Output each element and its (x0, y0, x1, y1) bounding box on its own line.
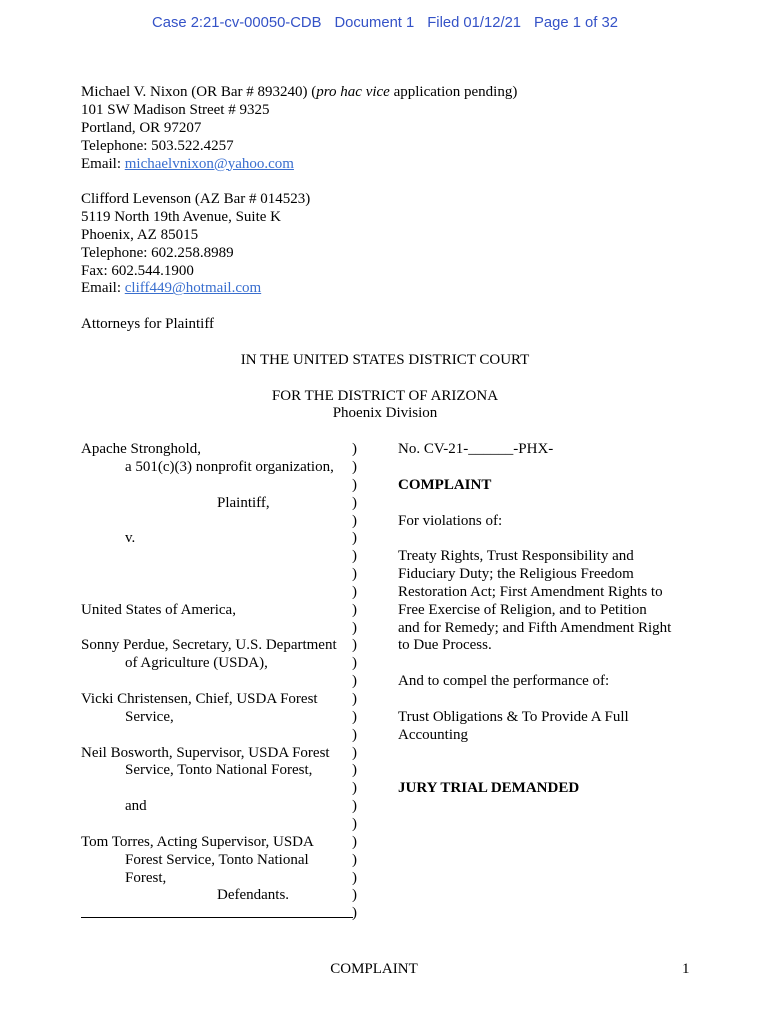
page-count: Page 1 of 32 (534, 15, 618, 31)
caption-bracket: ) (352, 815, 357, 832)
caption-bracket: ) (352, 655, 357, 672)
caption-underline (81, 917, 353, 918)
counsel-2-address-line-2: Phoenix, AZ 85015 (81, 226, 199, 243)
plaintiff-name: Apache Stronghold, (81, 441, 201, 458)
caption-bracket: ) (352, 833, 357, 850)
case-number-field: No. CV-21-______-PHX- (398, 441, 554, 458)
caption-bracket: ) (352, 869, 357, 886)
footer-page-number: 1 (682, 961, 690, 977)
attorneys-for: Attorneys for Plaintiff (81, 316, 215, 333)
caption-bracket: ) (352, 708, 357, 725)
caption-bracket: ) (352, 726, 357, 743)
compel-line: Accounting (398, 726, 468, 743)
conjunction: and (125, 798, 147, 815)
defendants-role: Defendants. (217, 887, 290, 904)
defendant-4-line-1: Neil Bosworth, Supervisor, USDA Forest (81, 744, 330, 761)
counsel-1-email-link[interactable]: michaelvnixon@yahoo.com (124, 155, 294, 172)
defendant-5-line-2: Forest Service, Tonto National (125, 851, 309, 868)
violations-line: Free Exercise of Religion, and to Petition (398, 601, 647, 618)
violations-line: Treaty Rights, Trust Responsibility and (398, 548, 634, 565)
document-number: Document 1 (334, 15, 415, 31)
counsel-1-address-line-1: 101 SW Madison Street # 9325 (81, 101, 270, 118)
caption-bracket: ) (352, 530, 357, 547)
counsel-1-email-line (81, 156, 294, 174)
caption-bracket: ) (352, 691, 357, 707)
counsel-1-name-line (81, 84, 517, 102)
defendant-3-line-2: Service, (125, 708, 174, 725)
defendant-3-line-1: Vicki Christensen, Chief, USDA Forest (81, 691, 318, 707)
caption-bracket: ) (352, 476, 357, 493)
defendant-2-line-2: of Agriculture (USDA), (125, 655, 268, 672)
counsel-2-fax: Fax: 602.544.1900 (81, 262, 194, 279)
defendant-5-line-3: Forest, (125, 869, 167, 886)
caption-bracket: ) (352, 494, 357, 511)
caption-bracket: ) (352, 601, 357, 618)
counsel-1-name: Michael V. Nixon (OR Bar # 893240) (81, 84, 308, 101)
caption-bracket: ) (352, 780, 357, 797)
caption-bracket: ) (352, 566, 357, 583)
counsel-2-telephone: Telephone: 602.258.8989 (81, 244, 234, 261)
counsel-1-status-italic: pro hac vice (316, 84, 390, 101)
defendant-5-line-1: Tom Torres, Acting Supervisor, USDA (81, 833, 314, 850)
caption-bracket: ) (352, 583, 357, 600)
caption-bracket: ) (352, 619, 357, 636)
caption-bracket: ) (352, 798, 357, 815)
counsel-1-email-label: Email: (81, 155, 121, 172)
counsel-2-email-label: Email: (81, 280, 121, 297)
counsel-2-email-link[interactable]: cliff449@hotmail.com (124, 280, 262, 297)
violations-line: and for Remedy; and Fifth Amendment Right (398, 619, 672, 636)
caption-bracket: ) (352, 548, 357, 565)
ecf-header-stamp (0, 14, 770, 32)
caption-bracket: ) (352, 762, 357, 779)
counsel-1-address-line-2: Portland, OR 97207 (81, 119, 202, 136)
violations-line: Fiduciary Duty; the Religious Freedom (398, 566, 634, 583)
compel-intro: And to compel the performance of: (398, 673, 610, 690)
defendant-1-line-1: United States of America, (81, 601, 236, 618)
caption-bracket: ) (352, 637, 357, 654)
jury-demand: JURY TRIAL DEMANDED (398, 780, 580, 797)
counsel-2-name: Clifford Levenson (AZ Bar # 014523) (81, 191, 311, 208)
plaintiff-description: a 501(c)(3) nonprofit organization, (125, 458, 334, 475)
violations-intro: For violations of: (398, 512, 503, 529)
versus: v. (125, 530, 136, 547)
case-number: Case 2:21-cv-00050-CDB (152, 15, 322, 31)
counsel-2-address-line-1: 5119 North 19th Avenue, Suite K (81, 209, 281, 226)
defendant-2-line-1: Sonny Perdue, Secretary, U.S. Department (81, 637, 337, 654)
filed-date: Filed 01/12/21 (427, 15, 522, 31)
counsel-1-telephone: Telephone: 503.522.4257 (81, 137, 234, 154)
violations-line: Restoration Act; First Amendment Rights to (398, 583, 663, 600)
caption-bracket: ) (352, 905, 357, 922)
counsel-1-status-rest: application pending) (393, 84, 518, 101)
plaintiff-role: Plaintiff, (217, 494, 270, 511)
compel-line: Trust Obligations & To Provide A Full (398, 708, 629, 725)
defendant-4-line-2: Service, Tonto National Forest, (125, 762, 313, 779)
footer-title: COMPLAINT (330, 961, 418, 977)
caption-bracket: ) (352, 744, 357, 761)
document-title: COMPLAINT (398, 476, 492, 493)
court-district: FOR THE DISTRICT OF ARIZONA (271, 387, 499, 404)
court-division: Phoenix Division (332, 405, 438, 422)
violations-line: to Due Process. (398, 637, 492, 654)
court-name: IN THE UNITED STATES DISTRICT COURT (240, 351, 530, 368)
caption-bracket: ) (352, 851, 357, 868)
caption-bracket: ) (352, 458, 357, 475)
caption-bracket: ) (352, 673, 357, 690)
caption-bracket: ) (352, 887, 357, 904)
counsel-1-status-open: ( (311, 84, 317, 101)
counsel-2-email-line (81, 280, 261, 298)
caption-bracket: ) (352, 441, 357, 458)
caption-bracket: ) (352, 512, 357, 529)
